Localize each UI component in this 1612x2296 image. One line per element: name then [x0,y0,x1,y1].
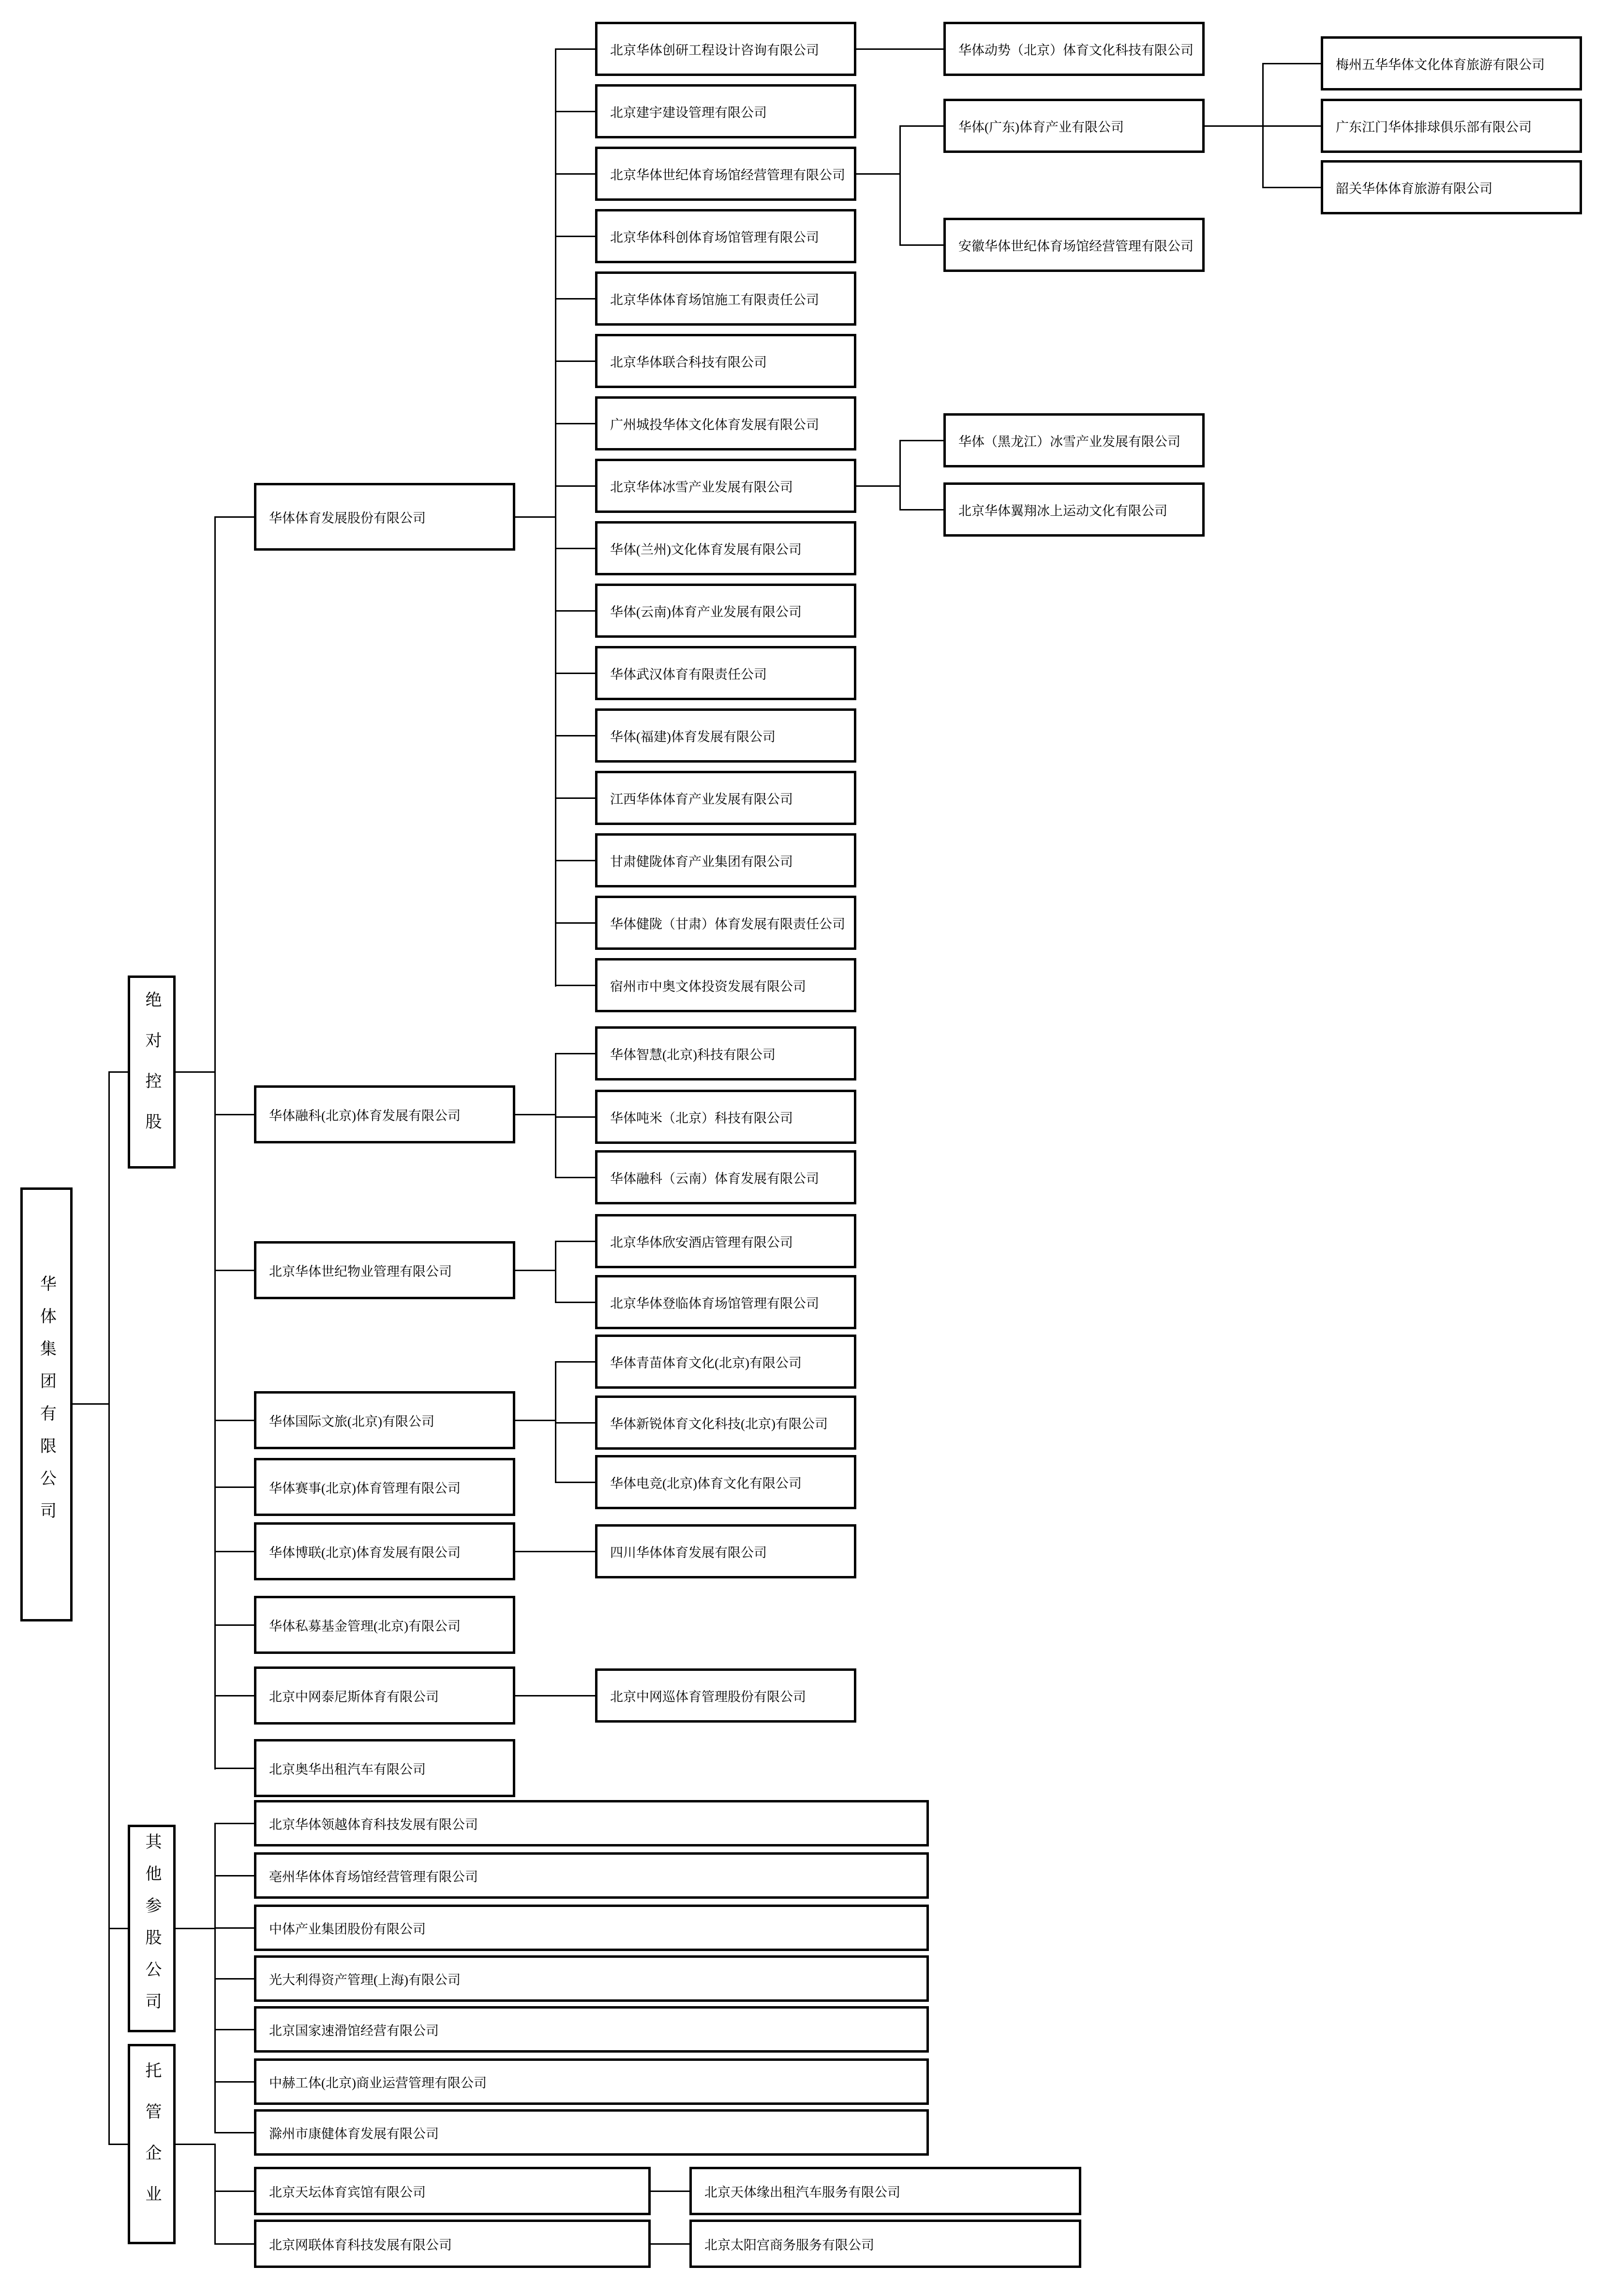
connector-line [214,1768,254,1769]
connector-line [214,2191,254,2192]
connector-line [176,1928,215,1929]
connector-line [856,48,943,50]
org-node-taiyanggong-business: 北京太阳宫商务服务有限公司 [689,2220,1081,2268]
connector-line [1262,63,1321,64]
connector-line [555,735,595,736]
org-node-heilongjiang-ice: 华体（黑龙江）冰雪产业发展有限公司 [943,413,1205,467]
connector-line [555,1241,595,1242]
org-node-everbright-asset: 光大利得资产管理(上海)有限公司 [254,1955,929,2002]
connector-line [515,1695,595,1696]
org-node-wuhan: 华体武汉体育有限责任公司 [595,646,856,700]
org-node-suzhou-zhongao: 宿州市中奥文体投资发展有限公司 [595,958,856,1012]
org-node-ice-snow: 北京华体冰雪产业发展有限公司 [595,459,856,513]
connector-line [555,985,595,986]
org-node-lanzhou: 华体(兰州)文化体育发展有限公司 [595,521,856,575]
org-node-events-bj: 华体赛事(北京)体育管理有限公司 [254,1458,515,1516]
org-root-huati-group: 华体集团有限公司 [20,1187,73,1621]
org-node-chuangyan-design: 北京华体创研工程设计咨询有限公司 [595,22,856,76]
connector-line [856,485,900,487]
org-node-zhonghe-gongti: 中赫工体(北京)商业运营管理有限公司 [254,2058,929,2105]
org-node-meizhou-wuhua: 梅州五华华体文化体育旅游有限公司 [1321,36,1582,90]
connector-line [555,1053,595,1054]
connector-line [214,516,254,518]
connector-line [214,1486,254,1488]
connector-line [555,1422,595,1424]
org-node-bolian-bj: 华体博联(北京)体育发展有限公司 [254,1522,515,1580]
connector-line [555,860,595,861]
connector-line [73,1403,109,1405]
org-node-esports: 华体电竞(北京)体育文化有限公司 [595,1455,856,1509]
connector-line [214,2144,216,2245]
connector-line [515,1420,555,1421]
org-node-zhongti-industry: 中体产业集团股份有限公司 [254,1905,929,1951]
connector-line [899,125,901,246]
org-node-jianyu-construction: 北京建宇建设管理有限公司 [595,84,856,138]
connector-line [555,298,595,300]
org-node-gansu-jianlong: 甘肃健陇体育产业集团有限公司 [595,833,856,887]
connector-line [555,111,595,112]
connector-line [214,2132,254,2133]
org-node-lingyue: 北京华体领越体育科技发展有限公司 [254,1800,929,1846]
connector-line [555,797,595,799]
connector-line [214,1114,254,1115]
connector-line [555,48,595,50]
org-node-zhongwangxun: 北京中网巡体育管理股份有限公司 [595,1668,856,1723]
connector-line [214,1420,254,1421]
connector-line [555,173,595,175]
connector-line [108,1071,110,2145]
connector-line [214,1551,254,1552]
connector-line [515,1551,595,1552]
org-node-aohua-taxi: 北京奥华出租汽车有限公司 [254,1739,515,1797]
org-node-anhui-century-venues: 安徽华体世纪体育场馆经营管理有限公司 [943,218,1205,272]
org-node-zhihui-bj: 华体智慧(北京)科技有限公司 [595,1026,856,1080]
org-node-dunmi-bj: 华体吨米（北京）科技有限公司 [595,1090,856,1144]
connector-line [176,1071,215,1073]
connector-line [555,1053,556,1178]
connector-line [899,440,901,510]
org-node-century-property: 北京华体世纪物业管理有限公司 [254,1241,515,1299]
connector-line [214,1927,254,1929]
connector-line [555,610,595,612]
connector-line [555,548,595,549]
connector-line [176,2144,215,2145]
org-node-yixiang-ice: 北京华体翼翔冰上运动文化有限公司 [943,482,1205,537]
connector-line [214,1823,254,1824]
connector-line [555,236,595,237]
connector-line [555,360,595,362]
connector-line [555,1302,595,1303]
connector-line [214,1978,254,1980]
connector-line [555,1177,595,1178]
org-node-tiantiyuan-taxi: 北京天体缘出租汽车服务有限公司 [689,2167,1081,2215]
connector-line [856,173,900,175]
org-node-century-venues: 北京华体世纪体育场馆经营管理有限公司 [595,147,856,201]
connector-line [108,2144,128,2145]
org-node-denglin-venues: 北京华体登临体育场馆管理有限公司 [595,1275,856,1329]
connector-line [555,48,556,987]
section-label-other-equity: 其他参股公司 [128,1825,176,2032]
connector-line [214,516,216,1770]
org-node-wanglian-tech: 北京网联体育科技发展有限公司 [254,2220,651,2268]
org-node-xinrui: 华体新锐体育文化科技(北京)有限公司 [595,1396,856,1450]
connector-line [214,1695,254,1696]
connector-line [555,1361,595,1363]
section-label-managed-enterprises: 托管企业 [128,2044,176,2244]
connector-line [555,673,595,674]
connector-line [1262,187,1321,188]
org-node-private-fund: 华体私募基金管理(北京)有限公司 [254,1596,515,1654]
org-node-qingmiao: 华体青苗体育文化(北京)有限公司 [595,1335,856,1389]
connector-line [899,440,943,441]
connector-line [555,1116,595,1118]
connector-line [1262,125,1321,127]
section-label-absolute-holding: 绝对控股 [128,975,176,1169]
org-node-rongke-bj: 华体融科(北京)体育发展有限公司 [254,1085,515,1143]
org-node-gz-chengtou: 广州城投华体文化体育发展有限公司 [595,396,856,450]
org-node-kechuang-venues: 北京华体科创体育场馆管理有限公司 [595,209,856,263]
connector-line [214,2243,254,2245]
connector-line [515,1114,555,1115]
connector-line [515,1270,555,1271]
connector-line [214,2081,254,2083]
org-node-venue-construction: 北京华体体育场馆施工有限责任公司 [595,271,856,326]
org-node-guangdong-industry: 华体(广东)体育产业有限公司 [943,99,1205,153]
org-node-intl-cultural-tourism: 华体国际文旅(北京)有限公司 [254,1391,515,1449]
org-node-chuzhou-kangjian: 滁州市康健体育发展有限公司 [254,2109,929,2156]
connector-line [214,1875,254,1876]
connector-line [214,1624,254,1626]
connector-line [555,1241,556,1303]
org-node-tiantan-hotel: 北京天坛体育宾馆有限公司 [254,2167,651,2215]
org-node-dongshi-bj: 华体动势（北京）体育文化科技有限公司 [943,22,1205,76]
org-node-sichuan: 四川华体体育发展有限公司 [595,1524,856,1578]
org-node-jianlong-gansu: 华体健陇（甘肃）体育发展有限责任公司 [595,896,856,950]
org-node-xinan-hotel: 北京华体欣安酒店管理有限公司 [595,1214,856,1268]
connector-line [555,485,595,487]
connector-line [515,516,555,518]
org-node-jiangmen-volleyball: 广东江门华体排球俱乐部有限公司 [1321,99,1582,153]
connector-line [108,1928,128,1929]
connector-line [555,423,595,424]
org-node-bozhou-venues: 亳州华体体育场馆经营管理有限公司 [254,1852,929,1899]
org-node-rongke-yunnan: 华体融科（云南）体育发展有限公司 [595,1150,856,1204]
connector-line [555,1482,595,1483]
connector-line [555,922,595,924]
connector-line [214,2029,254,2030]
connector-line [899,125,943,127]
connector-line [899,244,943,246]
org-node-united-tech: 北京华体联合科技有限公司 [595,334,856,388]
connector-line [899,509,943,510]
org-node-zhongwang-tennis: 北京中网泰尼斯体育有限公司 [254,1666,515,1725]
connector-line [1205,125,1263,127]
connector-line [651,2243,689,2245]
org-node-sports-dev: 华体体育发展股份有限公司 [254,483,515,551]
connector-line [651,2191,689,2192]
org-node-jiangxi: 江西华体体育产业发展有限公司 [595,771,856,825]
connector-line [108,1071,128,1073]
connector-line [214,1270,254,1271]
org-node-speed-skating-oval: 北京国家速滑馆经营有限公司 [254,2006,929,2053]
org-node-yunnan-industry: 华体(云南)体育产业发展有限公司 [595,584,856,638]
org-node-fujian: 华体(福建)体育发展有限公司 [595,708,856,763]
org-node-shaoguan-tourism: 韶关华体体育旅游有限公司 [1321,160,1582,214]
